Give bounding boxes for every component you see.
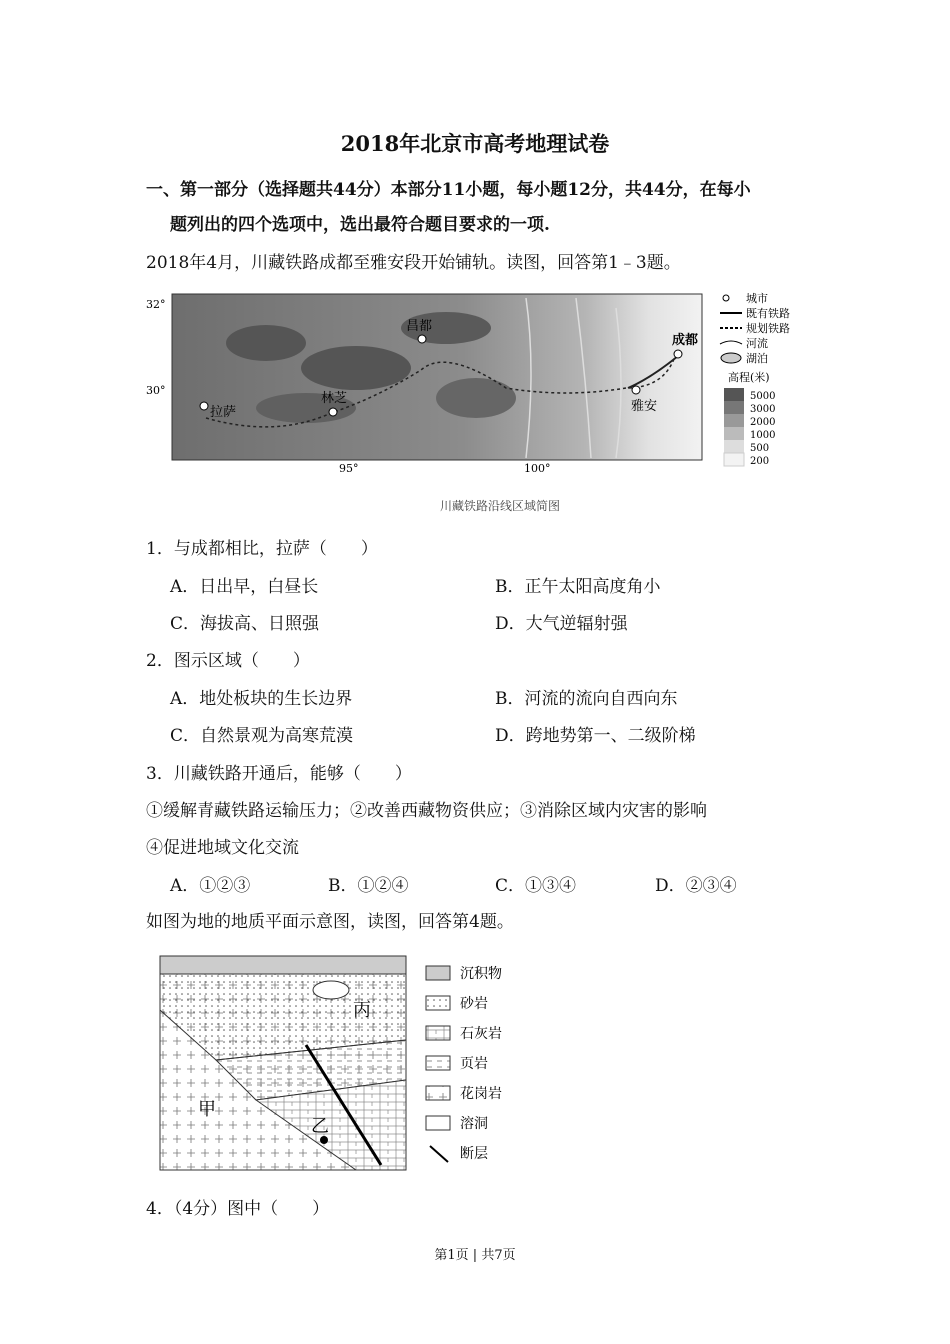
elev-value: 1000 [750, 430, 776, 441]
cave-shape [313, 981, 349, 999]
geo-legend-label: 溶洞 [460, 1116, 488, 1132]
elev-value: 500 [750, 443, 770, 454]
point-marker [320, 1136, 328, 1144]
elev-value: 5000 [750, 391, 776, 402]
q3-stem: 3．川藏铁路开通后，能够（ ） [146, 764, 412, 784]
q3-option-d[interactable]: D．②③④ [655, 876, 737, 896]
geo-legend-label: 断层 [460, 1146, 488, 1162]
elev-swatch [724, 388, 744, 401]
q2-option-c[interactable]: C．自然景观为高寒荒漠 [170, 726, 354, 746]
city-marker [329, 408, 337, 416]
legend-granite-icon [426, 1086, 450, 1100]
geo-legend-label: 页岩 [460, 1056, 488, 1072]
railway-map [146, 288, 816, 488]
elev-swatch [724, 453, 744, 466]
lon-label: 100° [524, 462, 551, 475]
q1-stem: 1．与成都相比，拉萨（ ） [146, 539, 378, 559]
q3-items-line1: ①缓解青藏铁路运输压力；②改善西藏物资供应；③消除区域内灾害的影响 [146, 801, 707, 821]
geo-label: 乙 [311, 1116, 329, 1137]
city-marker [200, 402, 208, 410]
q1-option-c[interactable]: C．海拔高、日照强 [170, 614, 320, 634]
q1-option-d[interactable]: D．大气逆辐射强 [495, 614, 628, 634]
legend-limestone-icon [426, 1026, 450, 1040]
city-marker [632, 386, 640, 394]
legend-lake-icon [721, 353, 741, 363]
geo-label: 甲 [198, 1099, 216, 1120]
lat-label: 32° [146, 298, 166, 311]
q2-option-b[interactable]: B．河流的流向自西向东 [495, 689, 678, 709]
q3-option-c[interactable]: C．①③④ [495, 876, 577, 896]
legend-fault-icon [430, 1146, 448, 1162]
city-marker [674, 350, 682, 358]
city-label: 昌都 [406, 319, 433, 334]
city-label: 雅安 [631, 399, 658, 414]
q2-option-a[interactable]: A．地处板块的生长边界 [170, 689, 353, 709]
railway-map-figure [146, 288, 816, 488]
elevation-legend-title: 高程(米) [728, 371, 770, 384]
page-footer: 第1页 | 共7页 [434, 1248, 516, 1263]
legend-sediment-icon [426, 966, 450, 980]
legend-sandstone-icon [426, 996, 450, 1010]
legend-label: 规划铁路 [746, 322, 790, 335]
q3-option-a[interactable]: A．①②③ [170, 876, 251, 896]
legend-shale-icon [426, 1056, 450, 1070]
elev-swatch [724, 427, 744, 440]
q2-option-d[interactable]: D．跨地势第一、二级阶梯 [495, 726, 696, 746]
paper-title: 2018年北京市高考地理试卷 [340, 131, 610, 156]
section-heading-line2: 题列出的四个选项中，选出最符合题目要求的一项. [170, 215, 550, 235]
legend-label: 河流 [746, 337, 768, 350]
q3-items-line2: ④促进地域文化交流 [146, 838, 299, 858]
elev-swatch [724, 414, 744, 427]
intro-text-2: 如图为地的地质平面示意图，读图，回答第4题。 [146, 912, 514, 932]
city-label: 成都 [672, 333, 699, 348]
q3-option-b[interactable]: B．①②④ [328, 876, 409, 896]
geo-legend-label: 砂岩 [460, 996, 488, 1012]
terrain-patch [301, 346, 411, 390]
legend-river-icon [720, 341, 742, 344]
lon-label: 95° [339, 462, 359, 475]
legend-cave-icon [426, 1116, 450, 1130]
elev-swatch [724, 440, 744, 453]
elev-value: 2000 [750, 417, 776, 428]
elev-value: 200 [750, 456, 770, 467]
elev-swatch [724, 401, 744, 414]
q4-stem: 4．（4分）图中（ ） [146, 1199, 330, 1219]
terrain-patch [226, 325, 306, 361]
geo-legend-label: 沉积物 [460, 966, 502, 982]
intro-text-1: 2018年4月，川藏铁路成都至雅安段开始铺轨。读图，回答第1﹣3题。 [146, 253, 681, 273]
geo-legend-label: 石灰岩 [460, 1026, 502, 1042]
city-label: 林芝 [321, 391, 348, 406]
legend-label: 既有铁路 [746, 307, 790, 320]
lat-label: 30° [146, 384, 166, 397]
legend-label: 城市 [746, 292, 768, 305]
geology-figure [156, 950, 536, 1175]
geo-legend-label: 花岗岩 [460, 1086, 502, 1102]
terrain-patch [436, 378, 516, 418]
city-marker [418, 335, 426, 343]
elev-value: 3000 [750, 404, 776, 415]
city-label: 拉萨 [210, 405, 237, 420]
geology-diagram [156, 950, 536, 1175]
legend-label: 湖泊 [746, 352, 768, 365]
geo-label: 丙 [353, 1000, 371, 1021]
map-caption: 川藏铁路沿线区域简图 [440, 499, 561, 513]
q1-option-a[interactable]: A．日出早，白昼长 [170, 577, 319, 597]
q1-option-b[interactable]: B．正午太阳高度角小 [495, 577, 661, 597]
q2-stem: 2．图示区域（ ） [146, 651, 310, 671]
sediment-layer [160, 956, 406, 974]
section-heading-line1: 一、第一部分（选择题共44分）本部分11小题，每小题12分，共44分，在每小 [146, 180, 751, 200]
legend-city-icon [723, 295, 729, 301]
